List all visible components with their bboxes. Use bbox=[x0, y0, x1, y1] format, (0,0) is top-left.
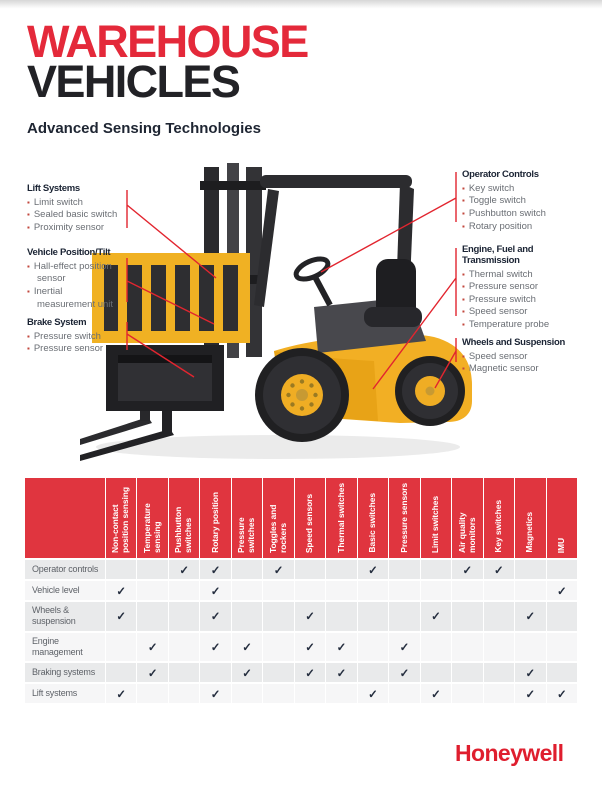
check-cell bbox=[137, 633, 167, 662]
empty-cell bbox=[137, 581, 167, 600]
check-cell bbox=[484, 560, 514, 579]
empty-cell bbox=[547, 663, 577, 682]
empty-cell bbox=[547, 602, 577, 631]
check-cell bbox=[421, 684, 451, 703]
callout-list bbox=[27, 331, 123, 356]
callout-item: ▪ Pressure sensor bbox=[462, 281, 566, 294]
check-icon: ✓ bbox=[179, 564, 189, 577]
check-icon: ✓ bbox=[147, 641, 158, 654]
empty-cell bbox=[232, 684, 262, 703]
column-header: Speed sensors bbox=[295, 478, 325, 558]
column-header: Key switches bbox=[484, 478, 514, 558]
row-label: Braking systems bbox=[25, 663, 105, 682]
callout-item: ▪ Limit switch bbox=[27, 197, 123, 210]
matrix-corner-cell bbox=[25, 478, 105, 558]
callout-item: ▪ Rotary position bbox=[462, 221, 580, 234]
empty-cell bbox=[452, 581, 482, 600]
callout-lift-systems bbox=[27, 184, 123, 235]
check-cell bbox=[200, 560, 230, 579]
check-cell bbox=[358, 684, 388, 703]
column-header: Pressure switches bbox=[232, 478, 262, 558]
row-label: Engine management bbox=[25, 633, 105, 662]
empty-cell bbox=[389, 560, 419, 579]
empty-cell bbox=[263, 602, 293, 631]
empty-cell bbox=[452, 684, 482, 703]
page-title-line2: VEHICLES bbox=[27, 55, 240, 107]
empty-cell bbox=[547, 560, 577, 579]
empty-cell bbox=[263, 633, 293, 662]
check-cell bbox=[232, 633, 262, 662]
empty-cell bbox=[358, 633, 388, 662]
page-title bbox=[27, 16, 308, 107]
page-title-line1: WAREHOUSE bbox=[27, 16, 308, 67]
column-header: Pushbutton switches bbox=[169, 478, 199, 558]
callout-list bbox=[27, 197, 123, 235]
check-icon: ✓ bbox=[556, 688, 567, 701]
check-cell bbox=[295, 602, 325, 631]
column-header: Rotary position bbox=[200, 478, 230, 558]
callout-list bbox=[462, 269, 566, 332]
column-header: Air quality monitors bbox=[452, 478, 482, 558]
row-label: Lift systems bbox=[25, 684, 105, 703]
page-top-shadow bbox=[0, 0, 602, 9]
check-icon: ✓ bbox=[210, 641, 221, 654]
empty-cell bbox=[137, 602, 167, 631]
empty-cell bbox=[515, 581, 545, 600]
check-icon: ✓ bbox=[399, 641, 410, 654]
empty-cell bbox=[326, 560, 356, 579]
callout-item: ▪ Hall-effect position sensor bbox=[27, 261, 123, 286]
empty-cell bbox=[484, 602, 514, 631]
callout-item: ▪ Magnetic sensor bbox=[462, 363, 582, 376]
check-icon: ✓ bbox=[494, 564, 504, 577]
check-icon: ✓ bbox=[305, 611, 315, 624]
empty-cell bbox=[137, 684, 167, 703]
page-subtitle: Advanced Sensing Technologies bbox=[27, 120, 261, 137]
callout-item: ▪ Speed sensor bbox=[462, 306, 566, 319]
callout-item: ▪ Key switch bbox=[462, 183, 580, 196]
callout-title: Operator Controls bbox=[462, 169, 539, 180]
callout-title: Brake System bbox=[27, 317, 87, 328]
column-header: Toggles and rockers bbox=[263, 478, 293, 558]
callout-title: Lift Systems bbox=[27, 183, 80, 194]
check-cell bbox=[169, 560, 199, 579]
check-cell bbox=[547, 581, 577, 600]
check-icon: ✓ bbox=[399, 667, 410, 680]
row-label: Operator controls bbox=[25, 560, 105, 579]
check-cell bbox=[515, 684, 545, 703]
check-icon: ✓ bbox=[116, 585, 127, 598]
check-cell bbox=[421, 602, 451, 631]
check-icon: ✓ bbox=[116, 611, 127, 624]
check-icon: ✓ bbox=[336, 667, 347, 680]
empty-cell bbox=[169, 684, 199, 703]
check-icon: ✓ bbox=[525, 611, 536, 624]
empty-cell bbox=[389, 602, 419, 631]
empty-cell bbox=[295, 560, 325, 579]
callout-title: Vehicle Position/Tilt bbox=[27, 247, 111, 258]
callout-title: Wheels and Suspension bbox=[462, 337, 565, 348]
empty-cell bbox=[389, 581, 419, 600]
empty-cell bbox=[200, 663, 230, 682]
sensor-matrix bbox=[25, 478, 577, 703]
empty-cell bbox=[263, 684, 293, 703]
check-cell bbox=[515, 663, 545, 682]
empty-cell bbox=[106, 633, 136, 662]
check-cell bbox=[263, 560, 293, 579]
column-header: Temperature sensing bbox=[137, 478, 167, 558]
callout-title: Engine, Fuel and Transmission bbox=[462, 244, 534, 266]
column-header: IMU bbox=[547, 478, 577, 558]
check-icon: ✓ bbox=[368, 564, 378, 577]
callout-item: ▪ Speed sensor bbox=[462, 351, 582, 364]
callout-wheels-suspension bbox=[462, 338, 582, 376]
column-header: Non-contact position sensing bbox=[106, 478, 136, 558]
empty-cell bbox=[106, 560, 136, 579]
check-cell bbox=[389, 633, 419, 662]
empty-cell bbox=[484, 663, 514, 682]
check-cell bbox=[106, 602, 136, 631]
check-icon: ✓ bbox=[210, 564, 221, 577]
check-icon: ✓ bbox=[305, 641, 315, 654]
check-cell bbox=[326, 633, 356, 662]
check-icon: ✓ bbox=[525, 667, 536, 680]
empty-cell bbox=[169, 602, 199, 631]
empty-cell bbox=[421, 663, 451, 682]
check-cell bbox=[106, 581, 136, 600]
callout-engine-fuel-transmission bbox=[462, 245, 566, 332]
empty-cell bbox=[421, 581, 451, 600]
check-icon: ✓ bbox=[368, 688, 378, 701]
check-cell bbox=[137, 663, 167, 682]
callout-item: ▪ Toggle switch bbox=[462, 195, 580, 208]
callout-list bbox=[27, 261, 123, 311]
empty-cell bbox=[484, 581, 514, 600]
empty-cell bbox=[169, 633, 199, 662]
callout-vehicle-position-tilt bbox=[27, 248, 123, 311]
empty-cell bbox=[232, 581, 262, 600]
column-header: Pressure sensors bbox=[389, 478, 419, 558]
empty-cell bbox=[326, 684, 356, 703]
empty-cell bbox=[515, 560, 545, 579]
callout-item: ▪ Pressure sensor bbox=[27, 343, 123, 356]
column-header: Basic switches bbox=[358, 478, 388, 558]
empty-cell bbox=[452, 663, 482, 682]
forklift-photo bbox=[78, 155, 478, 465]
empty-cell bbox=[295, 684, 325, 703]
check-icon: ✓ bbox=[147, 667, 158, 680]
check-cell bbox=[295, 663, 325, 682]
empty-cell bbox=[137, 560, 167, 579]
check-cell bbox=[389, 663, 419, 682]
empty-cell bbox=[547, 633, 577, 662]
column-header: Thermal switches bbox=[326, 478, 356, 558]
callout-item: ▪ Sealed basic switch bbox=[27, 209, 123, 222]
empty-cell bbox=[452, 602, 482, 631]
empty-cell bbox=[326, 602, 356, 631]
callout-item: ▪ Pressure switch bbox=[27, 331, 123, 344]
callout-item: ▪ Temperature probe bbox=[462, 319, 566, 332]
empty-cell bbox=[358, 663, 388, 682]
callout-operator-controls bbox=[462, 170, 580, 233]
empty-cell bbox=[452, 633, 482, 662]
empty-cell bbox=[421, 560, 451, 579]
empty-cell bbox=[263, 663, 293, 682]
empty-cell bbox=[263, 581, 293, 600]
callout-item: ▪ Pushbutton switch bbox=[462, 208, 580, 221]
check-cell bbox=[200, 684, 230, 703]
column-header: Magnetics bbox=[515, 478, 545, 558]
check-icon: ✓ bbox=[462, 564, 473, 577]
check-cell bbox=[326, 663, 356, 682]
empty-cell bbox=[169, 581, 199, 600]
empty-cell bbox=[358, 602, 388, 631]
empty-cell bbox=[106, 663, 136, 682]
check-cell bbox=[547, 684, 577, 703]
check-icon: ✓ bbox=[210, 611, 221, 624]
check-icon: ✓ bbox=[242, 641, 252, 654]
column-header: Limit switches bbox=[421, 478, 451, 558]
empty-cell bbox=[515, 633, 545, 662]
check-icon: ✓ bbox=[242, 667, 252, 680]
check-icon: ✓ bbox=[273, 564, 284, 577]
check-icon: ✓ bbox=[525, 688, 536, 701]
callout-item: ▪ Proximity sensor bbox=[27, 222, 123, 235]
check-cell bbox=[200, 602, 230, 631]
check-cell bbox=[295, 633, 325, 662]
callout-brake-system bbox=[27, 318, 123, 356]
empty-cell bbox=[389, 684, 419, 703]
check-icon: ✓ bbox=[210, 585, 221, 598]
check-cell bbox=[452, 560, 482, 579]
check-icon: ✓ bbox=[116, 688, 127, 701]
callout-item: ▪ Pressure switch bbox=[462, 294, 566, 307]
empty-cell bbox=[484, 633, 514, 662]
row-label: Wheels & suspension bbox=[25, 602, 105, 631]
empty-cell bbox=[484, 684, 514, 703]
check-icon: ✓ bbox=[336, 641, 347, 654]
empty-cell bbox=[232, 602, 262, 631]
check-icon: ✓ bbox=[210, 688, 221, 701]
callout-list bbox=[462, 183, 580, 233]
check-icon: ✓ bbox=[431, 688, 441, 701]
row-label: Vehicle level bbox=[25, 581, 105, 600]
check-cell bbox=[515, 602, 545, 631]
check-cell bbox=[232, 663, 262, 682]
check-icon: ✓ bbox=[305, 667, 315, 680]
empty-cell bbox=[358, 581, 388, 600]
check-cell bbox=[106, 684, 136, 703]
check-icon: ✓ bbox=[556, 585, 567, 598]
check-cell bbox=[358, 560, 388, 579]
empty-cell bbox=[326, 581, 356, 600]
callout-item: ▪ Thermal switch bbox=[462, 269, 566, 282]
check-icon: ✓ bbox=[431, 611, 441, 624]
honeywell-logo: Honeywell bbox=[455, 740, 564, 766]
empty-cell bbox=[295, 581, 325, 600]
check-cell bbox=[200, 633, 230, 662]
empty-cell bbox=[169, 663, 199, 682]
empty-cell bbox=[421, 633, 451, 662]
callout-list bbox=[462, 351, 582, 376]
callout-item: ▪ Inertial measurement unit bbox=[27, 286, 123, 311]
check-cell bbox=[200, 581, 230, 600]
empty-cell bbox=[232, 560, 262, 579]
